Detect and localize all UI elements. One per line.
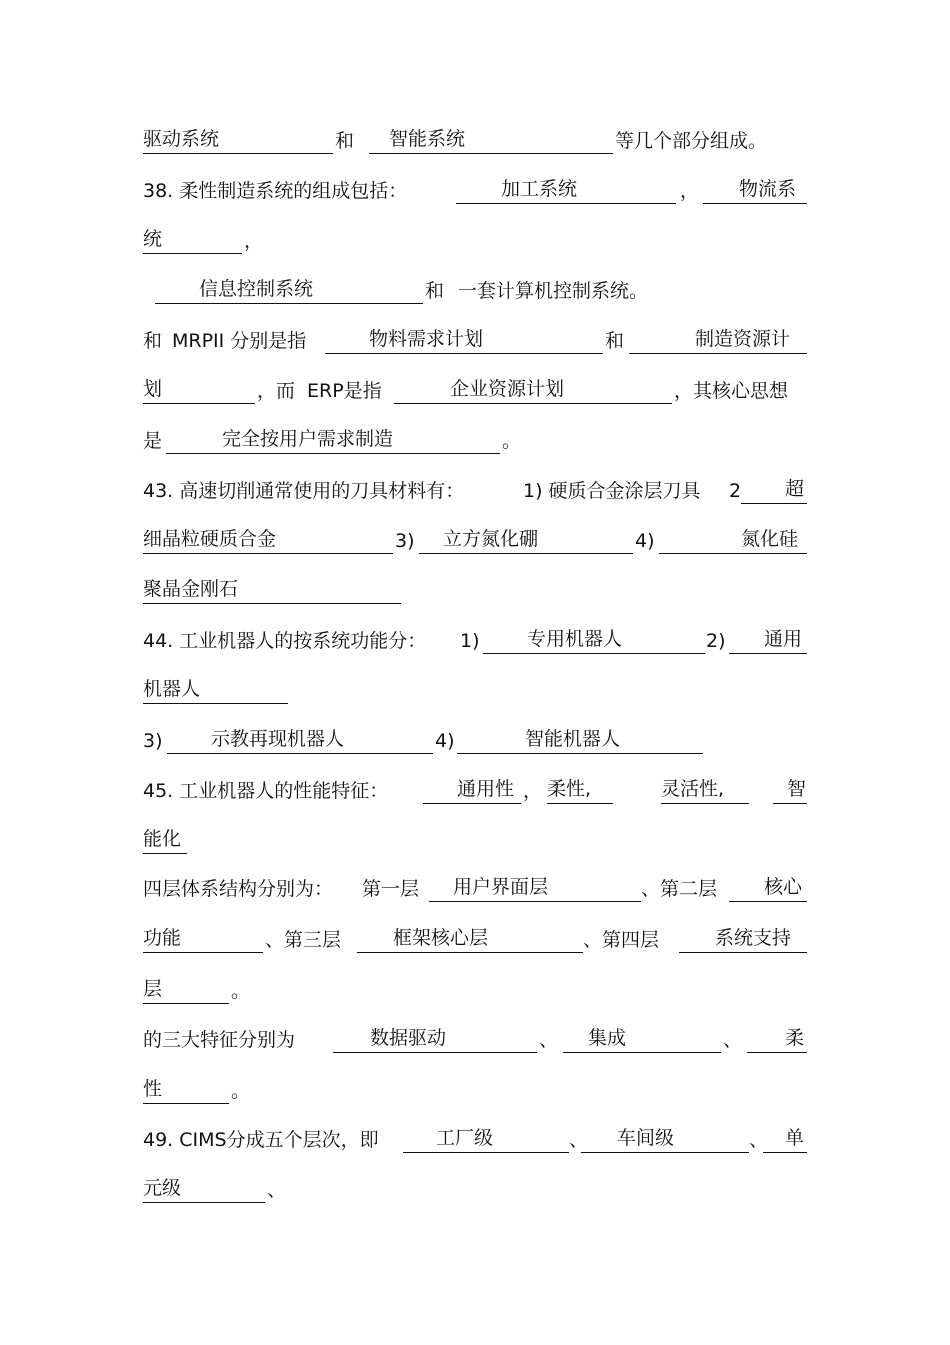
answer-blank: 氮化硅 xyxy=(659,526,807,554)
answer-blank: 功能 xyxy=(143,925,263,953)
answer-blank: 性 xyxy=(143,1076,229,1104)
text-line xyxy=(143,976,807,1006)
text: 、 xyxy=(749,1129,769,1151)
text-line xyxy=(143,1076,807,1106)
answer-blank: 工厂级 xyxy=(403,1125,569,1153)
answer-blank: 细晶粒硬质合金 xyxy=(143,526,393,554)
text: 3) xyxy=(395,530,415,552)
answer-blank: 专用机器人 xyxy=(483,626,705,654)
text: 4) xyxy=(635,530,655,552)
answer-blank: 信息控制系统 xyxy=(155,276,423,304)
text: 是 xyxy=(143,430,163,452)
text: 3) xyxy=(143,730,163,752)
answer-blank: 灵活性, xyxy=(661,776,749,804)
text: 、 xyxy=(267,1179,287,1201)
answer-blank: 企业资源计划 xyxy=(394,376,672,404)
question-38: 38. 柔性制造系统的组成包括： xyxy=(143,180,408,202)
text: 。 xyxy=(502,430,522,452)
answer-blank: 驱动系统 xyxy=(143,126,333,154)
answer-blank: 通用性 xyxy=(423,776,521,804)
question-49: 49. CIMS分成五个层次，即 xyxy=(143,1129,379,1151)
text-line xyxy=(143,226,807,256)
answer-blank: 超 xyxy=(741,476,807,504)
text-line xyxy=(143,526,807,556)
text: 和 xyxy=(143,330,163,352)
answer-blank: 制造资源计 xyxy=(629,326,807,354)
text: ， xyxy=(680,180,700,202)
text: 等几个部分组成。 xyxy=(615,130,768,152)
text: ，而 xyxy=(257,380,296,402)
answer-blank: 加工系统 xyxy=(456,176,676,204)
text: 、 xyxy=(539,1029,559,1051)
answer-blank: 通用 xyxy=(729,626,807,654)
text-line xyxy=(143,874,807,904)
text: 和 xyxy=(605,330,625,352)
answer-blank: 能化 xyxy=(143,826,187,854)
text: 、第二层 xyxy=(641,878,718,900)
answer-blank: 智能机器人 xyxy=(457,726,703,754)
answer-blank: 统 xyxy=(143,226,242,254)
text: ， xyxy=(244,230,264,252)
text: ，其核心思想 xyxy=(674,380,789,402)
answer-blank: 层 xyxy=(143,976,229,1004)
text: 2) xyxy=(706,630,726,652)
text: 和 xyxy=(425,280,445,302)
text: 2 xyxy=(729,480,742,502)
text-line xyxy=(143,176,807,206)
text: 1) 硬质合金涂层刀具 xyxy=(523,480,701,502)
answer-blank: 聚晶金刚石 xyxy=(143,576,401,604)
question-45: 45. 工业机器人的性能特征： xyxy=(143,780,389,802)
text: 、第四层 xyxy=(583,929,660,951)
text-line xyxy=(143,426,807,456)
text: 4) xyxy=(435,730,455,752)
text: 。 xyxy=(231,1080,251,1102)
answer-blank: 立方氮化硼 xyxy=(419,526,633,554)
answer-blank: 元级 xyxy=(143,1175,265,1203)
answer-blank: 机器人 xyxy=(143,676,288,704)
text: 、 xyxy=(569,1129,589,1151)
answer-blank: 单 xyxy=(763,1125,807,1153)
text: 1) xyxy=(460,630,480,652)
text: 的三大特征分别为 xyxy=(143,1029,296,1051)
text-line xyxy=(143,376,807,406)
text: ERP是指 xyxy=(307,380,382,402)
text-line xyxy=(143,1175,807,1205)
text-line xyxy=(143,1025,807,1055)
answer-blank: 物料需求计划 xyxy=(325,326,603,354)
text-line xyxy=(143,126,807,156)
answer-blank: 智能系统 xyxy=(369,126,613,154)
text: 一套计算机控制系统。 xyxy=(458,280,649,302)
text-line xyxy=(143,276,807,306)
answer-blank: 框架核心层 xyxy=(357,925,583,953)
text-line xyxy=(143,1125,807,1155)
text: 四层体系结构分别为： xyxy=(143,878,334,900)
text-line xyxy=(143,326,807,356)
answer-blank: 系统支持 xyxy=(679,925,807,953)
answer-blank: 物流系 xyxy=(703,176,807,204)
text-line xyxy=(143,476,807,506)
text-line xyxy=(143,676,807,706)
text: ， xyxy=(523,780,543,802)
text-line xyxy=(143,626,807,656)
text-line xyxy=(143,726,807,756)
answer-blank: 集成 xyxy=(563,1025,721,1053)
text: 第一层 xyxy=(362,878,420,900)
answer-blank: 划 xyxy=(143,376,255,404)
text-line xyxy=(143,576,807,606)
answer-blank: 数据驱动 xyxy=(333,1025,537,1053)
text-line xyxy=(143,776,807,806)
answer-blank: 柔 xyxy=(747,1025,807,1053)
question-44: 44. 工业机器人的按系统功能分： xyxy=(143,630,427,652)
answer-blank: 完全按用户需求制造 xyxy=(166,426,500,454)
text-line xyxy=(143,826,807,856)
answer-blank: 核心 xyxy=(729,874,807,902)
answer-blank: 车间级 xyxy=(581,1125,749,1153)
question-43: 43. 高速切削通常使用的刀具材料有： xyxy=(143,480,465,502)
text: MRPII 分别是指 xyxy=(172,330,307,352)
answer-blank: 智 xyxy=(773,776,807,804)
text-line xyxy=(143,925,807,955)
answer-blank: 用户界面层 xyxy=(429,874,641,902)
text: 、 xyxy=(723,1029,743,1051)
answer-blank: 示教再现机器人 xyxy=(167,726,433,754)
text: 。 xyxy=(231,980,251,1002)
answer-blank: 柔性, xyxy=(547,776,613,804)
text: 和 xyxy=(335,130,355,152)
text: 、第三层 xyxy=(265,929,342,951)
